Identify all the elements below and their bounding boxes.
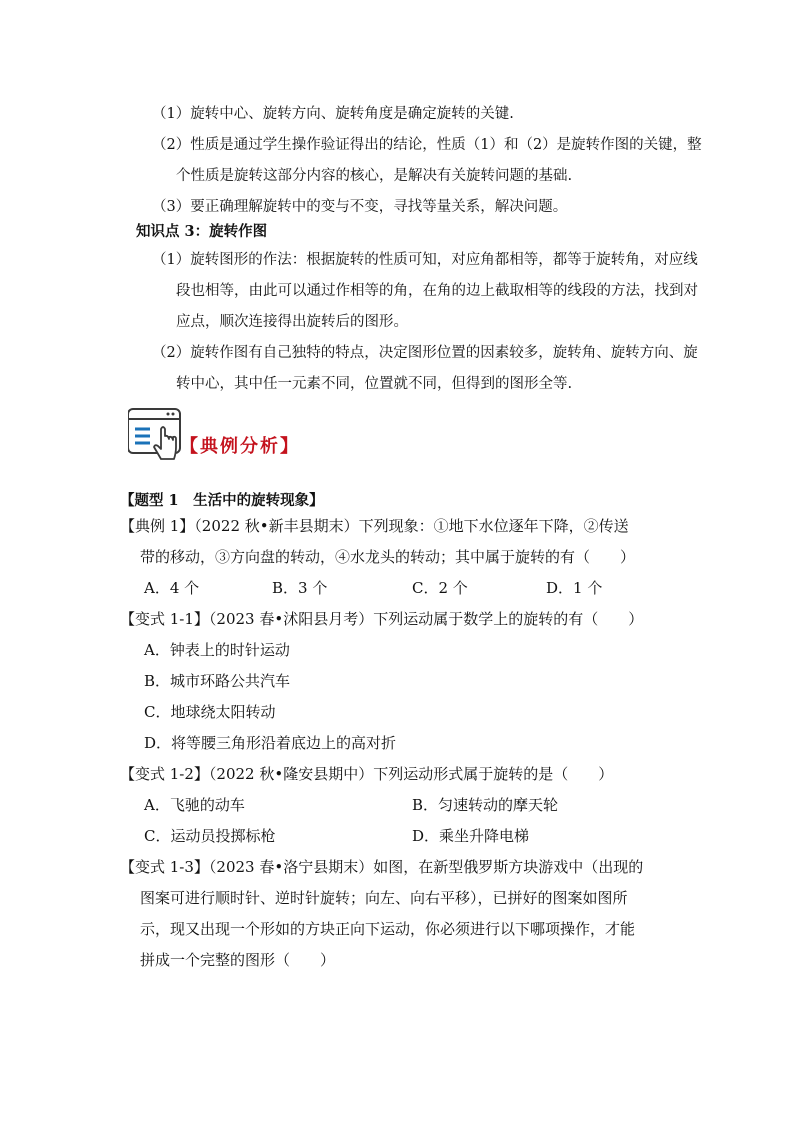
kp3-line-5: 转中心，其中任一元素不同，位置就不同，但得到的图形全等. xyxy=(176,376,573,392)
kp3-line-1: （1）旋转图形的作法：根据旋转的性质可知，对应角都相等，都等于旋转角，对应线 xyxy=(152,252,698,268)
example-1-option-d: D．1 个 xyxy=(546,579,603,597)
example-1-line-2: 带的移动，③方向盘的转动，④水龙头的转动；其中属于旋转的有（ ） xyxy=(140,548,636,566)
variant-1-1-option-b: B．城市环路公共汽车 xyxy=(144,672,291,690)
variant-1-1-option-c: C．地球绕太阳转动 xyxy=(144,703,276,721)
example-1-option-a: A．4 个 xyxy=(144,579,200,597)
variant-1-1-stem: 【变式 1-1】（2023 春•沭阳县月考）下列运动属于数学上的旋转的有（ ） xyxy=(120,610,644,628)
variant-1-2-option-b: B．匀速转动的摩天轮 xyxy=(412,796,559,814)
variant-1-3-line-3: 示，现又出现一个形如的方块正向下运动，你必须进行以下哪项操作，才能 xyxy=(140,920,636,938)
variant-1-2-option-a: A．飞驰的动车 xyxy=(144,796,245,814)
variant-1-2-stem: 【变式 1-2】（2022 秋•隆安县期中）下列运动形式属于旋转的是（ ） xyxy=(120,765,614,783)
kp3-line-4: （2）旋转作图有自己独特的特点，决定图形位置的因素较多，旋转角、旋转方向、旋 xyxy=(152,345,698,361)
variant-1-1-option-a: A．钟表上的时针运动 xyxy=(144,641,290,659)
variant-1-2-option-d: D．乘坐升降电梯 xyxy=(412,827,530,845)
kp3-line-2: 段也相等，由此可以通过作相等的角，在角的边上截取相等的线段的方法，找到对 xyxy=(176,283,698,299)
type-1-heading: 【题型 1 生活中的旋转现象】 xyxy=(120,492,324,509)
note-line-2: （2）性质是通过学生操作验证得出的结论，性质（1）和（2）是旋转作图的关键，整 xyxy=(152,137,702,153)
knowledge-point-3-title: 知识点 3：旋转作图 xyxy=(136,223,268,240)
note-line-4: （3）要正确理解旋转中的变与不变，寻找等量关系，解决问题。 xyxy=(152,199,568,215)
note-line-1: （1）旋转中心、旋转方向、旋转角度是确定旋转的关键. xyxy=(152,106,514,122)
kp3-line-3: 应点，顺次连接得出旋转后的图形。 xyxy=(176,314,408,330)
variant-1-3-line-1: 【变式 1-3】（2023 春•洛宁县期末）如图，在新型俄罗斯方块游戏中（出现的 xyxy=(120,858,644,876)
example-1-option-b: B．3 个 xyxy=(272,579,328,597)
example-1-option-c: C．2 个 xyxy=(412,579,468,597)
note-line-3: 个性质是旋转这部分内容的核心，是解决有关旋转问题的基础. xyxy=(176,168,573,184)
variant-1-2-option-c: C．运动员投掷标枪 xyxy=(144,827,276,845)
variant-1-3-line-4: 拼成一个完整的图形（ ） xyxy=(140,951,336,969)
variant-1-3-line-2: 图案可进行顺时针、逆时针旋转；向左、向右平移），已拼好的图案如图所 xyxy=(140,889,628,907)
example-1-line-1: 【典例 1】（2022 秋•新丰县期末）下列现象：①地下水位逐年下降，②传送 xyxy=(120,517,629,535)
variant-1-1-option-d: D．将等腰三角形沿着底边上的高对折 xyxy=(144,734,397,752)
section-banner-title: 【典例分析】 xyxy=(180,436,300,457)
